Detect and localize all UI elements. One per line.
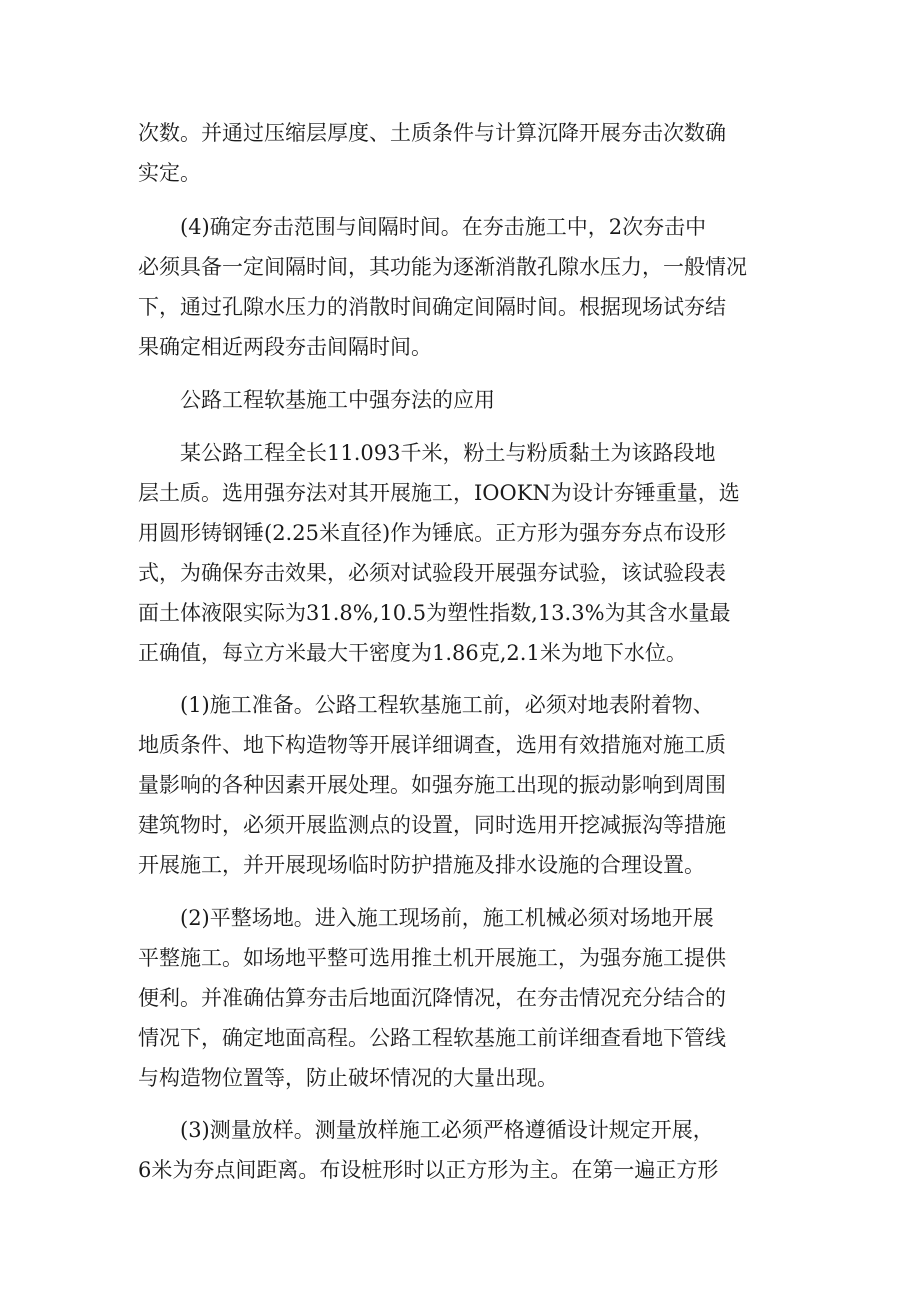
text-line: 果确定相近两段夯击间隔时间。 bbox=[138, 335, 432, 359]
text-line: 面土体液限实际为31.8%,10.5为塑性指数,13.3%为其含水量最 bbox=[138, 601, 731, 625]
text-line: 正确值，每立方米最大干密度为1.86克,2.1米为地下水位。 bbox=[138, 641, 687, 665]
text-line: 次数。并通过压缩层厚度、土质条件与计算沉降开展夯击次数确 bbox=[138, 121, 726, 145]
text-line: 某公路工程全长11.093千米，粉土与粉质黏土为该路段地 bbox=[180, 441, 716, 465]
text-line: 情况下，确定地面高程。公路工程软基施工前详细查看地下管线 bbox=[138, 1026, 726, 1050]
text-line: 便利。并准确估算夯击后地面沉降情况，在夯击情况充分结合的 bbox=[138, 986, 726, 1010]
text-line: (3)测量放样。测量放样施工必须严格遵循设计规定开展， bbox=[180, 1118, 714, 1142]
text-line: 实定。 bbox=[138, 161, 201, 185]
text-line: 量影响的各种因素开展处理。如强夯施工出现的振动影响到周围 bbox=[138, 773, 726, 797]
section-heading: 公路工程软基施工中强夯法的应用 bbox=[180, 388, 495, 412]
text-line: (4)确定夯击范围与间隔时间。在夯击施工中，2次夯击中 bbox=[180, 215, 707, 239]
text-line: (2)平整场地。进入施工现场前，施工机械必须对场地开展 bbox=[180, 906, 714, 930]
text-line: 下，通过孔隙水压力的消散时间确定间隔时间。根据现场试夯结 bbox=[138, 295, 726, 319]
text-line: 6米为夯点间距离。布设桩形时以正方形为主。在第一遍正方形 bbox=[138, 1158, 719, 1182]
text-line: 建筑物时，必须开展监测点的设置，同时选用开挖减振沟等措施 bbox=[138, 813, 726, 837]
text-line: (1)施工准备。公路工程软基施工前，必须对地表附着物、 bbox=[180, 693, 714, 717]
text-line: 与构造物位置等，防止破坏情况的大量出现。 bbox=[138, 1066, 558, 1090]
text-line: 开展施工，并开展现场临时防护措施及排水设施的合理设置。 bbox=[138, 853, 705, 877]
text-line: 地质条件、地下构造物等开展详细调查，选用有效措施对施工质 bbox=[138, 733, 726, 757]
text-line: 层土质。选用强夯法对其开展施工，IOOKN为设计夯锤重量，选 bbox=[138, 481, 740, 505]
text-line: 用圆形铸钢锤(2.25米直径)作为锤底。正方形为强夯夯点布设形 bbox=[138, 521, 727, 545]
text-line: 式，为确保夯击效果，必须对试验段开展强夯试验，该试验段表 bbox=[138, 561, 726, 585]
text-line: 平整施工。如场地平整可选用推土机开展施工，为强夯施工提供 bbox=[138, 946, 726, 970]
text-line: 必须具备一定间隔时间，其功能为逐渐消散孔隙水压力，一般情况 bbox=[138, 255, 747, 279]
